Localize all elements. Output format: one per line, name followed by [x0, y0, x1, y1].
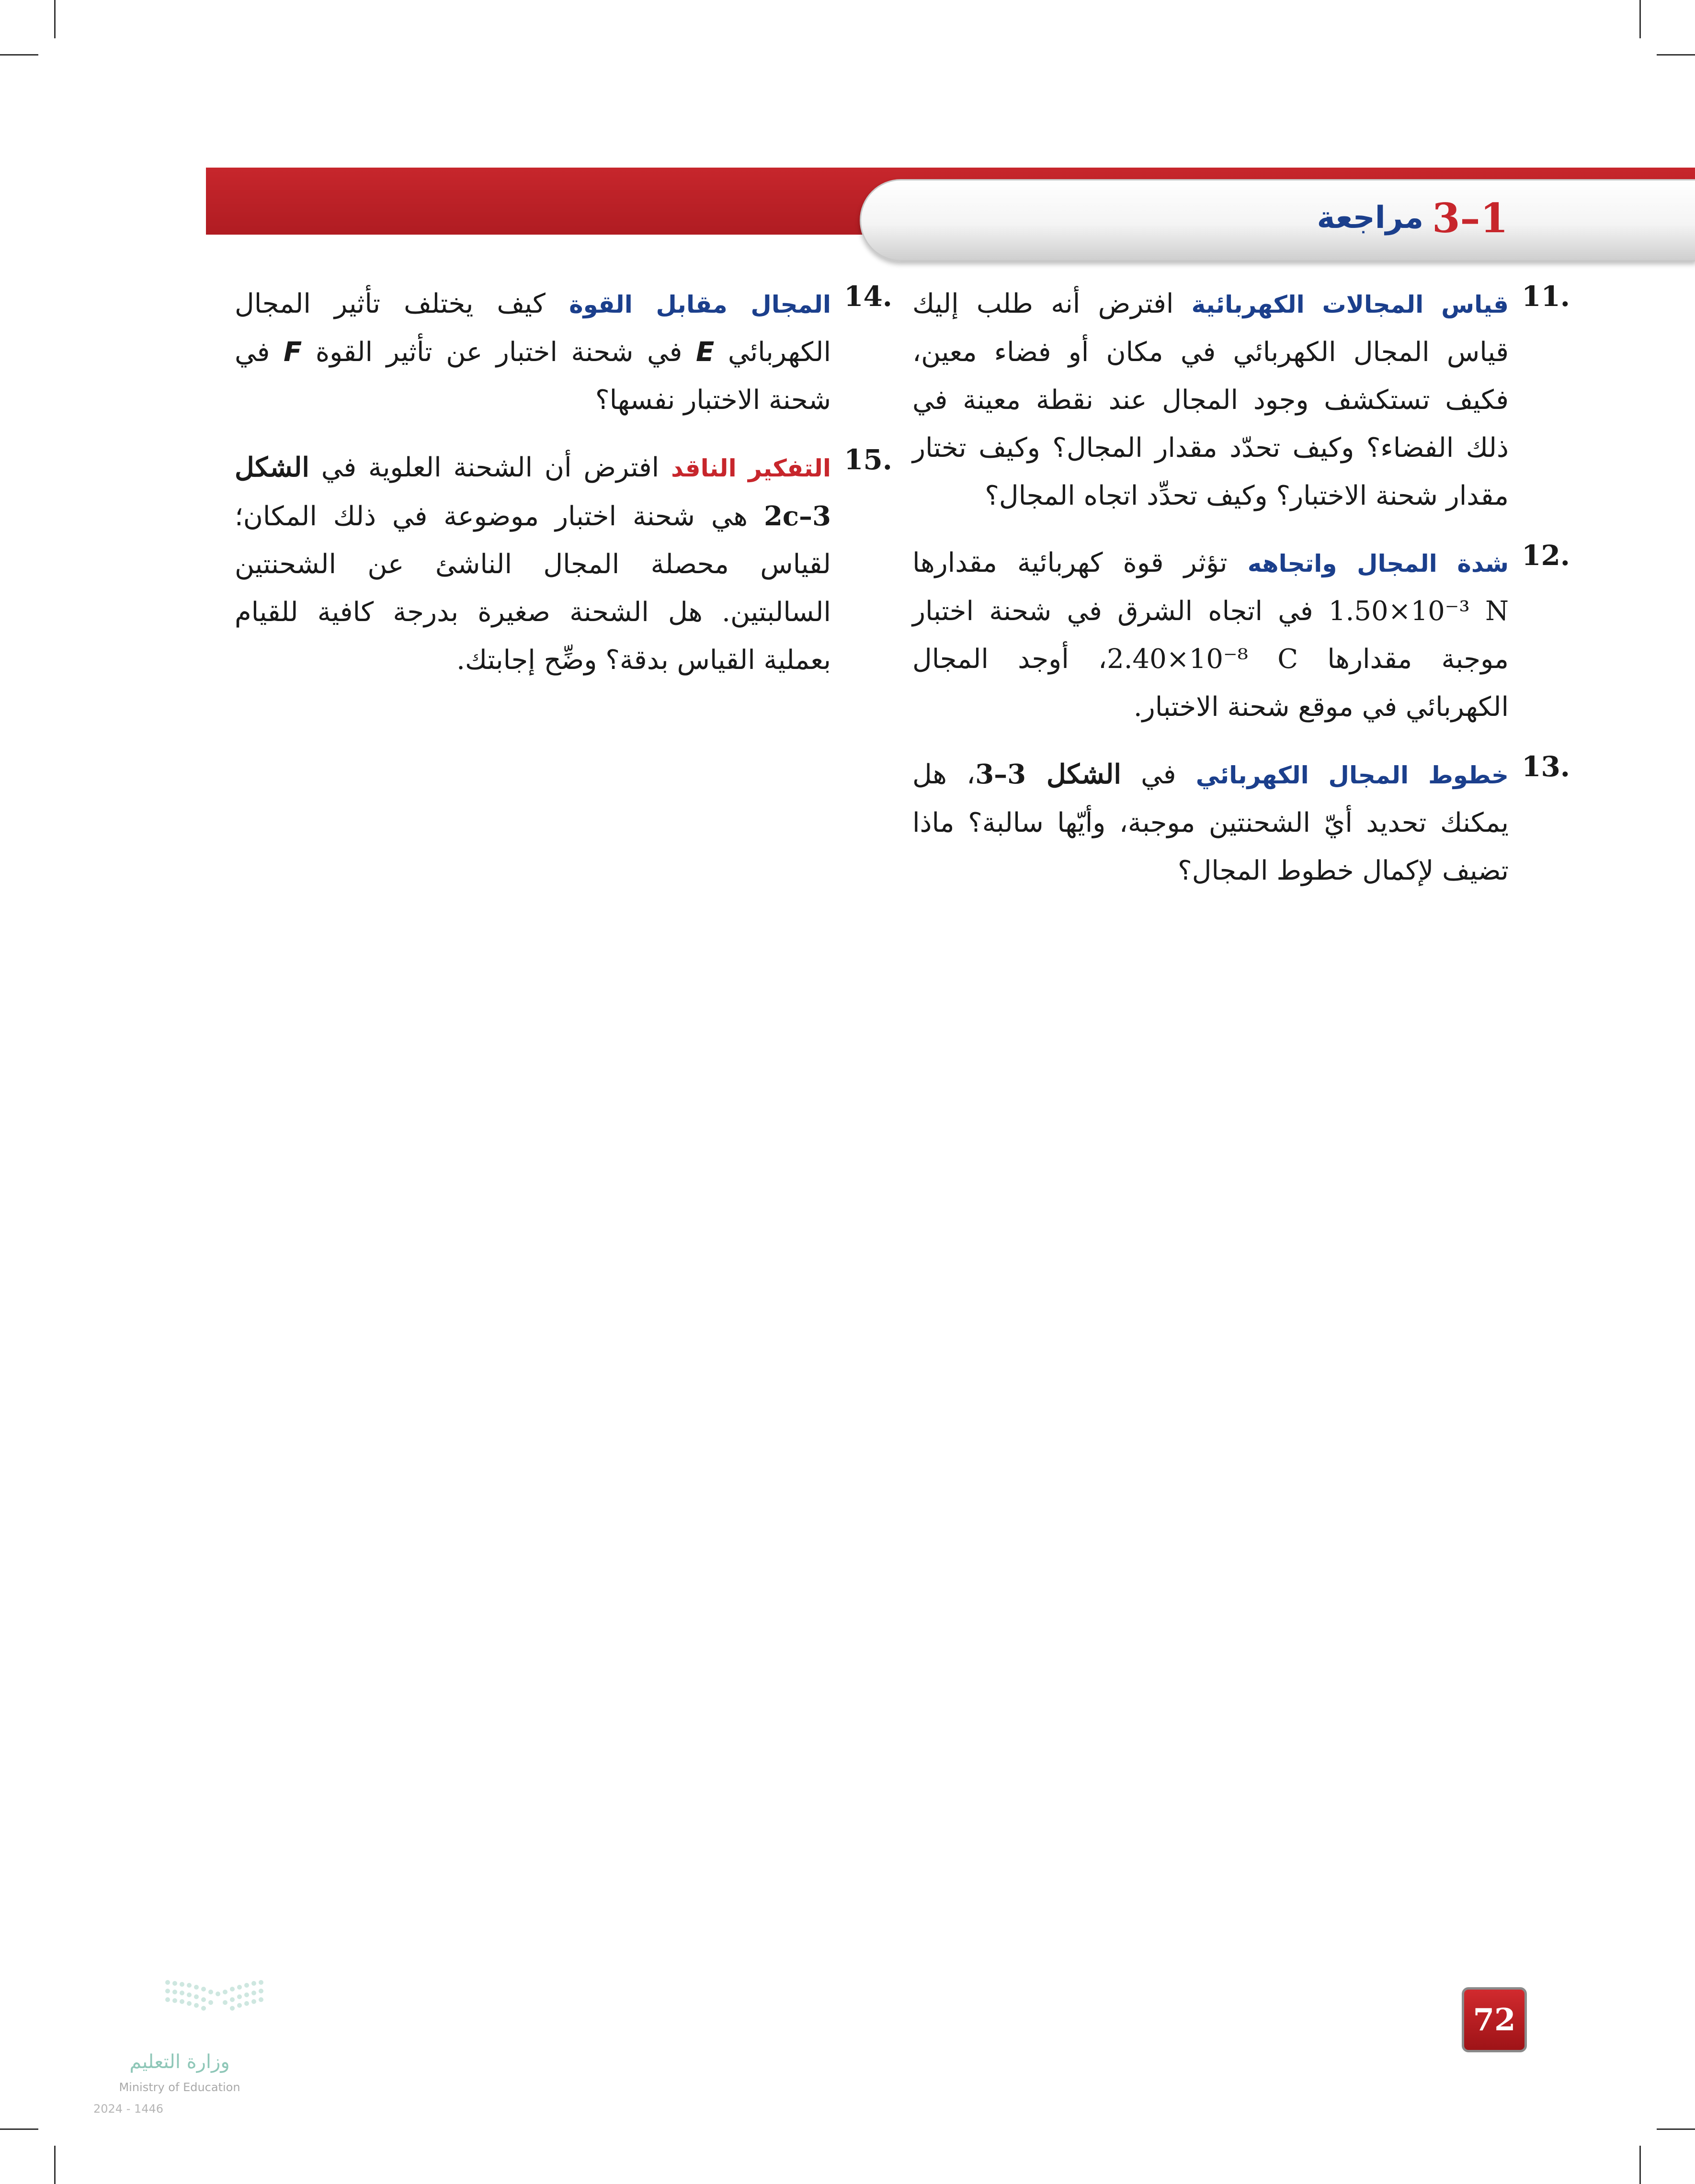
ministry-subtitle: Ministry of Education	[119, 2081, 240, 2094]
ministry-name: وزارة التعليم	[129, 2051, 230, 2073]
question-text: ، أوجد المجال الكهربائي في موقع شحنة الاختبار.	[912, 644, 1509, 723]
charge-value: 2.40×10⁻⁸ C	[1107, 644, 1298, 675]
section-header-title	[1317, 192, 1508, 244]
question-text: في اتجاه الشرق في شحنة اختبار موجبة مقدارها	[912, 596, 1509, 675]
question-text: تؤثر قوة كهربائية مقدارها	[912, 547, 1228, 578]
question-12	[912, 539, 1570, 731]
question-number: 12.	[1522, 539, 1570, 572]
section-header-pill	[860, 179, 1695, 261]
crop-mark	[54, 0, 56, 38]
question-text: في شحنة اختبار عن تأثير القوة	[315, 337, 683, 368]
figure-reference: الشكل 3–3	[975, 758, 1121, 790]
variable-f: F	[284, 337, 302, 368]
question-keyword: التفكير الناقد	[671, 454, 831, 482]
edition-year: 2024 - 1446	[93, 2102, 164, 2116]
question-number: 15.	[844, 443, 892, 476]
ministry-logo-icon	[91, 1978, 321, 2116]
question-keyword: خطوط المجال الكهربائي	[1195, 761, 1509, 789]
question-body	[235, 280, 831, 424]
question-number: 13.	[1522, 750, 1570, 783]
question-body	[912, 539, 1509, 731]
question-15	[235, 443, 892, 684]
force-value: 1.50×10⁻³ N	[1328, 596, 1509, 627]
question-text: افترض أنه طلب إليك قياس المجال الكهربائي في مكان أو فضاء معين، فكيف تستكشف وجود المجال عند نقطة معينة في ذلك الفضاء؟ وكيف تحدّد مقدار المجال؟ وكيف تختار مقدار شحنة الاختبار؟ وكيف تحدِّد اتجاه المجال؟	[912, 288, 1509, 511]
question-number: 14.	[844, 280, 892, 313]
question-14	[235, 280, 892, 424]
section-title: مراجعة	[1317, 200, 1424, 236]
question-body	[912, 280, 1509, 520]
question-keyword: شدة المجال واتجاهه	[1247, 550, 1509, 577]
question-text: في شحنة الاختبار نفسها؟	[235, 337, 831, 416]
question-text: كيف يختلف تأثير المجال الكهربائي	[235, 288, 831, 368]
questions-column-left	[235, 280, 892, 703]
crop-mark	[1639, 0, 1641, 38]
figure-reference: الشكل 3–2c	[235, 452, 831, 532]
crop-mark	[1657, 54, 1695, 56]
question-body	[235, 443, 831, 684]
question-text: هي شحنة اختبار موضوعة في ذلك المكان؛ لقياس محصلة المجال الناشئ عن الشحنتين السالبتين. هل الشحنة صغيرة بدرجة كافية للقيام بعملية القياس بدقة؟ وضِّح إجابتك.	[235, 501, 831, 676]
section-number: 3–1	[1432, 194, 1508, 242]
question-text: ، هل يمكنك تحديد أيّ الشحنتين موجبة، وأيّها سالبة؟ ماذا تضيف لإكمال خطوط المجال؟	[912, 759, 1509, 886]
question-keyword: المجال مقابل القوة	[569, 291, 831, 318]
crop-mark	[54, 2146, 56, 2184]
crop-mark	[1639, 2146, 1641, 2184]
variable-e: E	[696, 337, 715, 368]
crop-mark	[0, 2128, 38, 2130]
questions-column-right	[912, 280, 1570, 914]
question-number: 11.	[1522, 280, 1570, 313]
question-text: في	[1141, 759, 1176, 790]
question-body	[912, 750, 1509, 895]
crop-mark	[1657, 2128, 1695, 2130]
question-13	[912, 750, 1570, 895]
question-11	[912, 280, 1570, 520]
page-number: 72	[1462, 1987, 1527, 2052]
crop-mark	[0, 54, 38, 56]
question-text: افترض أن الشحنة العلوية في	[321, 452, 660, 483]
question-keyword: قياس المجالات الكهربائية	[1191, 291, 1509, 318]
